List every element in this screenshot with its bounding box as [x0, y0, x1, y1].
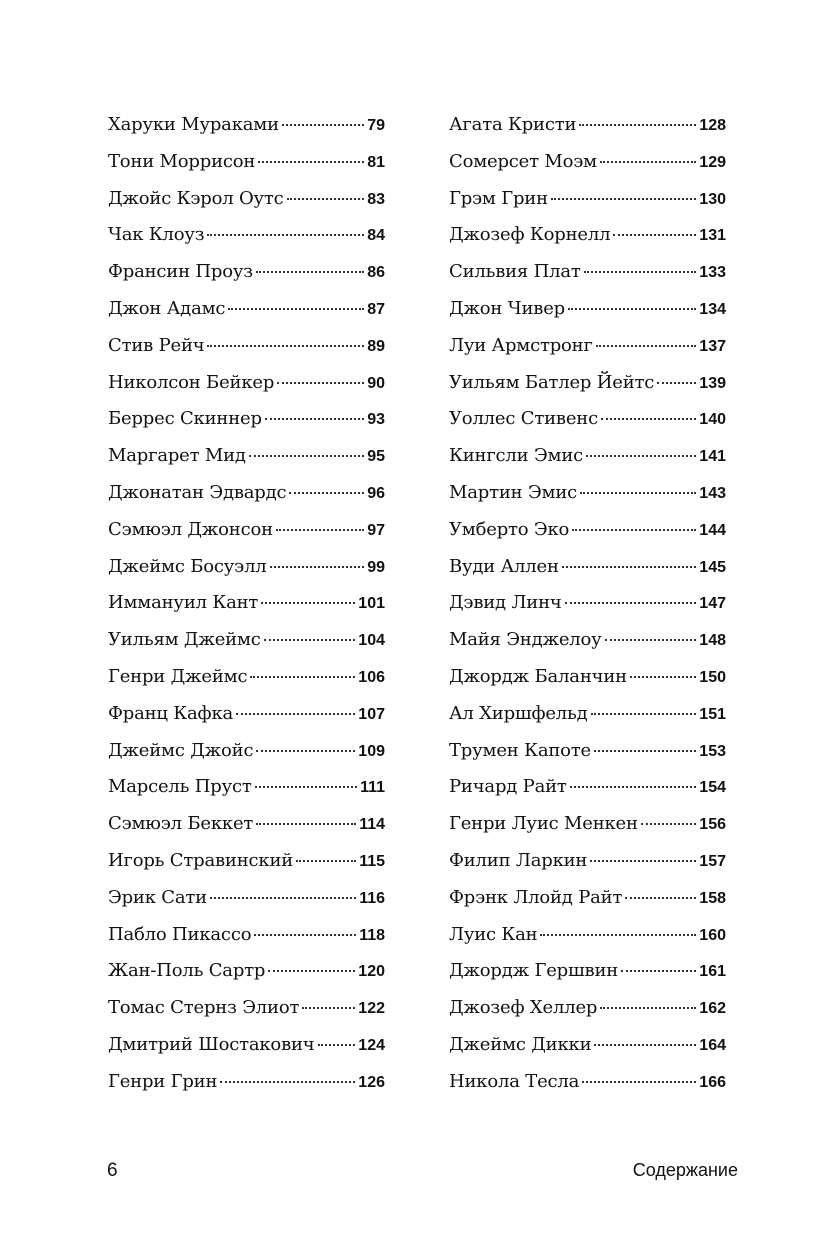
- toc-entry-page: 107: [358, 705, 385, 723]
- toc-entry-name: Сэмюэл Беккет: [108, 813, 254, 835]
- toc-entry: [449, 372, 726, 409]
- toc-entry: [449, 960, 726, 997]
- toc-entry-name: Марсель Пруст: [108, 776, 252, 798]
- toc-dot-leader: [584, 271, 697, 273]
- toc-dot-leader: [641, 823, 696, 825]
- toc-entry-page: 153: [699, 742, 726, 760]
- toc-entry-name: Джеймс Босуэлл: [108, 555, 267, 577]
- toc-entry-name: Кингсли Эмис: [449, 445, 584, 467]
- toc-entry: [108, 114, 385, 151]
- toc-entry-page: 144: [699, 521, 726, 539]
- toc-dot-leader: [256, 271, 364, 273]
- toc-entry-page: 140: [699, 411, 726, 429]
- toc-entry: [108, 960, 385, 997]
- toc-entry-page: 133: [699, 264, 726, 282]
- toc-entry-name: Луи Армстронг: [449, 334, 593, 356]
- toc-entry-page: 93: [367, 411, 385, 429]
- toc-dot-leader: [594, 750, 696, 752]
- toc-entry: [449, 1071, 726, 1108]
- toc-dot-leader: [220, 1081, 355, 1083]
- toc-entry-page: 161: [699, 963, 726, 981]
- toc-entry-name: Мартин Эмис: [449, 481, 578, 503]
- toc-dot-leader: [579, 124, 696, 126]
- toc-entry-page: 128: [699, 117, 726, 134]
- footer-section-title: Содержание: [632, 1160, 738, 1180]
- toc-entry-name: Майя Энджелоу: [449, 629, 602, 651]
- toc-entry: [449, 850, 726, 887]
- toc-dot-leader: [625, 897, 696, 899]
- toc-entry-name: Генри Луис Менкен: [449, 813, 638, 835]
- toc-entry: [449, 261, 726, 298]
- toc-entry-page: 157: [699, 852, 726, 870]
- toc-dot-leader: [630, 676, 696, 678]
- toc-entry-name: Чак Клоуз: [108, 224, 205, 246]
- toc-dot-leader: [591, 713, 697, 715]
- toc-entry-name: Джордж Баланчин: [449, 665, 627, 687]
- toc-entry: [449, 666, 726, 703]
- toc-entry: [449, 151, 726, 188]
- toc-entry-name: Жан-Поль Сартр: [108, 960, 266, 982]
- toc-entry-page: 95: [367, 448, 385, 466]
- toc-entry: [449, 224, 726, 261]
- toc-entry-name: Дэвид Линч: [449, 592, 562, 614]
- toc-entry-page: 129: [699, 153, 726, 171]
- toc-entry-page: 111: [360, 779, 385, 797]
- toc-dot-leader: [540, 934, 696, 936]
- toc-entry: [449, 188, 726, 225]
- toc-entry: [449, 629, 726, 666]
- toc-dot-leader: [590, 860, 696, 862]
- toc-dot-leader: [621, 970, 696, 972]
- toc-entry-name: Джойс Кэрол Оутс: [108, 187, 284, 209]
- toc-entry: [108, 224, 385, 261]
- toc-dot-leader: [256, 823, 356, 825]
- toc-entry-page: 101: [358, 595, 385, 613]
- toc-entry-name: Умберто Эко: [449, 518, 570, 540]
- toc-dot-leader: [256, 750, 355, 752]
- toc-dot-leader: [261, 602, 355, 604]
- toc-entry-page: 130: [699, 190, 726, 208]
- toc-entry-page: 143: [699, 484, 726, 502]
- toc-dot-leader: [586, 455, 696, 457]
- toc-entry-name: Дмитрий Шостакович: [108, 1033, 315, 1055]
- toc-entry-name: Уоллес Стивенс: [449, 408, 598, 430]
- toc-dot-leader: [236, 713, 355, 715]
- toc-entry-page: 96: [367, 484, 385, 502]
- toc-entry: [449, 776, 726, 813]
- toc-entry-page: 145: [699, 558, 726, 576]
- toc-entry: [108, 151, 385, 188]
- toc-entry-name: Генри Джеймс: [108, 665, 248, 687]
- toc-dot-leader: [258, 161, 364, 163]
- toc-entry: [449, 445, 726, 482]
- toc-entry-name: Иммануил Кант: [108, 592, 259, 614]
- toc-entry: [449, 335, 726, 372]
- toc-entry-name: Джозеф Корнелл: [449, 224, 611, 246]
- toc-entry-name: Уильям Батлер Йейтс: [449, 371, 655, 393]
- toc-entry: [449, 740, 726, 777]
- toc-dot-leader: [302, 1007, 355, 1009]
- toc-dot-leader: [600, 161, 696, 163]
- toc-entry-name: Грэм Грин: [449, 187, 548, 209]
- toc-entry-name: Сэмюэл Джонсон: [108, 518, 273, 540]
- toc-entry: [449, 298, 726, 335]
- toc-entry-name: Джон Чивер: [449, 297, 565, 319]
- toc-entry-name: Франц Кафка: [108, 702, 234, 724]
- toc-entry: [449, 556, 726, 593]
- toc-entry-page: 150: [699, 668, 726, 686]
- toc-entry: [108, 924, 385, 961]
- toc-dot-leader: [562, 566, 697, 568]
- toc-entry-page: 124: [358, 1036, 385, 1054]
- toc-entry-page: 126: [358, 1073, 385, 1091]
- toc-entry: [108, 556, 385, 593]
- toc-entry-name: Беррес Скиннер: [108, 408, 262, 430]
- toc-entry-name: Генри Грин: [108, 1070, 218, 1092]
- toc-entry-name: Уильям Джеймс: [108, 629, 261, 651]
- toc-dot-leader: [287, 198, 365, 200]
- toc-entry-page: 151: [699, 705, 726, 723]
- toc-entry-name: Николсон Бейкер: [108, 371, 275, 393]
- toc-entry-page: 131: [699, 227, 726, 245]
- toc-dot-leader: [296, 860, 356, 862]
- toc-dot-leader: [551, 198, 696, 200]
- toc-dot-leader: [265, 418, 364, 420]
- toc-entry-name: Сильвия Плат: [449, 261, 581, 283]
- toc-dot-leader: [210, 897, 356, 899]
- toc-entry-name: Джеймс Дикки: [449, 1033, 592, 1055]
- toc-entry: [449, 924, 726, 961]
- toc-entry: [449, 887, 726, 924]
- toc-dot-leader: [277, 382, 364, 384]
- toc-entry-page: 120: [358, 963, 385, 981]
- toc-entry-name: Ал Хиршфельд: [449, 702, 588, 724]
- toc-entry-page: 106: [358, 668, 385, 686]
- toc-entry-name: Франсин Проуз: [108, 261, 253, 283]
- toc-dot-leader: [657, 382, 696, 384]
- toc-entry: [108, 298, 385, 335]
- toc-entry-name: Харуки Мураками: [108, 114, 279, 135]
- toc-dot-leader: [255, 786, 357, 788]
- toc-dot-leader: [596, 345, 697, 347]
- toc-entry-page: 109: [358, 742, 385, 760]
- toc-entry-name: Джозеф Хеллер: [449, 997, 598, 1019]
- toc-entry-name: Фрэнк Ллойд Райт: [449, 886, 623, 908]
- toc-dot-leader: [228, 308, 364, 310]
- toc-entry-page: 148: [699, 632, 726, 650]
- toc-entry-name: Луис Кан: [449, 923, 538, 945]
- toc-entry: [108, 372, 385, 409]
- toc-entry: [449, 703, 726, 740]
- toc-entry-name: Джонатан Эдвардс: [108, 481, 287, 503]
- toc-dot-leader: [264, 639, 356, 641]
- toc-entry-name: Вуди Аллен: [449, 555, 559, 577]
- toc-entry: [108, 335, 385, 372]
- toc-entry-page: 156: [699, 816, 726, 834]
- toc-dot-leader: [565, 602, 697, 604]
- toc-entry-page: 141: [699, 448, 726, 466]
- toc-entry-name: Игорь Стравинский: [108, 849, 294, 871]
- toc-entry-page: 87: [367, 300, 385, 318]
- toc-entry-page: 158: [699, 889, 726, 907]
- toc-entry-name: Джеймс Джойс: [108, 739, 254, 761]
- toc-dot-leader: [605, 639, 697, 641]
- toc-entry-page: 122: [358, 1000, 385, 1018]
- toc-entry-name: Джон Адамс: [108, 297, 226, 319]
- toc-dot-leader: [594, 1044, 696, 1046]
- toc-dot-leader: [207, 234, 364, 236]
- toc-entry-name: Сомерсет Моэм: [449, 150, 597, 172]
- toc-entry: [108, 1034, 385, 1071]
- toc-entry-name: Эрик Сати: [108, 886, 207, 908]
- toc-dot-leader: [249, 455, 364, 457]
- toc-entry: [449, 997, 726, 1034]
- toc-entry: [108, 703, 385, 740]
- toc-entry-name: Стив Рейч: [108, 334, 205, 356]
- toc-dot-leader: [600, 1007, 696, 1009]
- toc-entry-page: 147: [699, 595, 726, 613]
- toc-entry: [108, 188, 385, 225]
- toc-entry: [108, 740, 385, 777]
- toc-entry: [108, 776, 385, 813]
- toc-entry-name: Джордж Гершвин: [449, 960, 619, 982]
- toc-dot-leader: [580, 492, 696, 494]
- toc-entry-page: 114: [359, 816, 385, 834]
- toc-entry-page: 83: [367, 190, 385, 208]
- toc-entry-page: 137: [699, 337, 726, 355]
- toc-entry: [108, 997, 385, 1034]
- toc-entry-name: Филип Ларкин: [449, 849, 588, 871]
- toc-entry-page: 166: [699, 1073, 726, 1091]
- toc-entry-page: 160: [699, 926, 726, 944]
- toc-entry-page: 116: [359, 889, 385, 907]
- toc-entry-name: Пабло Пикассо: [108, 923, 252, 945]
- toc-entry: [108, 482, 385, 519]
- toc-entry: [108, 261, 385, 298]
- toc-dot-leader: [613, 234, 696, 236]
- toc-dot-leader: [276, 529, 364, 531]
- toc-entry-page: 164: [699, 1036, 726, 1054]
- toc-entry-page: 84: [367, 227, 385, 245]
- toc-entry: [449, 813, 726, 850]
- toc-dot-leader: [207, 345, 364, 347]
- toc-entry-page: 139: [699, 374, 726, 392]
- toc-entry: [449, 519, 726, 556]
- toc-entry-name: Никола Тесла: [449, 1070, 580, 1092]
- toc-entry: [108, 519, 385, 556]
- toc-entry-page: 86: [367, 264, 385, 282]
- toc-dot-leader: [270, 566, 365, 568]
- toc-right-column: [449, 114, 726, 1108]
- toc-entry-name: Тони Моррисон: [108, 150, 256, 172]
- toc-dot-leader: [318, 1044, 356, 1046]
- toc-dot-leader: [268, 970, 355, 972]
- toc-entry-page: 154: [699, 779, 726, 797]
- footer-page-number: 6: [107, 1160, 118, 1181]
- toc-entry-page: 118: [359, 926, 385, 944]
- toc-entry-page: 97: [367, 521, 385, 539]
- toc-entry: [449, 482, 726, 519]
- toc-entry: [108, 887, 385, 924]
- toc-entry: [108, 1071, 385, 1108]
- toc-entry-page: 90: [367, 374, 385, 392]
- toc-dot-leader: [582, 1081, 696, 1083]
- toc-dot-leader: [250, 676, 355, 678]
- toc-entry-name: Трумен Капоте: [449, 739, 591, 761]
- toc-left-column: [108, 114, 385, 1108]
- toc-entry-page: 81: [367, 153, 385, 171]
- toc-dot-leader: [572, 529, 696, 531]
- toc-entry-page: 104: [358, 632, 385, 650]
- toc-dot-leader: [570, 786, 697, 788]
- toc-entry-name: Агата Кристи: [449, 114, 577, 135]
- toc-entry: [108, 666, 385, 703]
- toc-entry-page: 162: [699, 1000, 726, 1018]
- toc-entry-page: 99: [367, 558, 385, 576]
- toc-entry-name: Ричард Райт: [449, 776, 567, 798]
- toc-entry-page: 79: [367, 117, 385, 134]
- toc-entry: [108, 592, 385, 629]
- toc-entry: [108, 850, 385, 887]
- toc-entry-name: Томас Стернз Элиот: [108, 997, 300, 1019]
- toc-entry: [449, 114, 726, 151]
- toc-entry: [108, 629, 385, 666]
- toc-entry-page: 134: [699, 300, 726, 318]
- toc-dot-leader: [568, 308, 696, 310]
- toc-entry: [108, 445, 385, 482]
- toc-entry: [108, 408, 385, 445]
- toc-entry: [449, 1034, 726, 1071]
- toc-entry-name: Маргарет Мид: [108, 445, 246, 467]
- toc-entry: [449, 592, 726, 629]
- toc-dot-leader: [601, 418, 696, 420]
- toc-entry: [108, 813, 385, 850]
- toc-dot-leader: [289, 492, 364, 494]
- toc-entry-page: 89: [367, 337, 385, 355]
- toc-entry-page: 115: [359, 852, 385, 870]
- toc-dot-leader: [282, 124, 364, 126]
- toc-entry: [449, 408, 726, 445]
- toc-dot-leader: [254, 934, 356, 936]
